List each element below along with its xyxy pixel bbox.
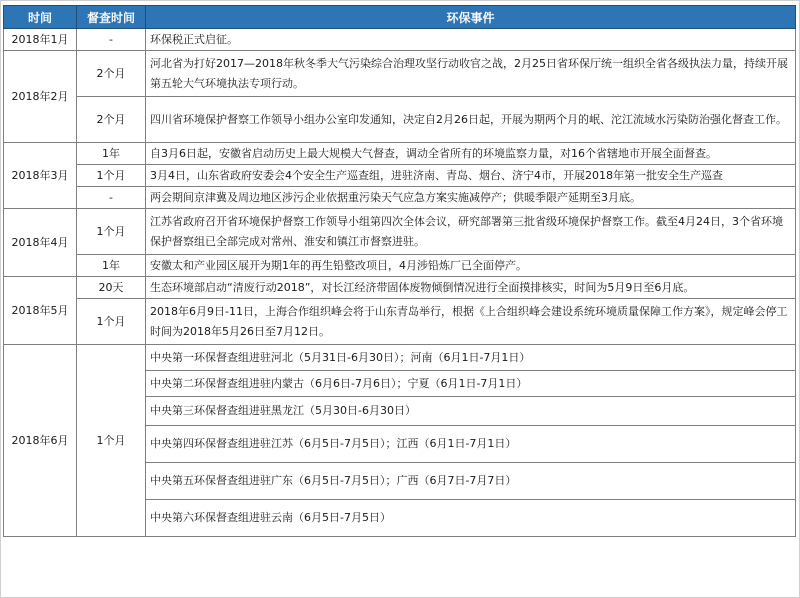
table-row [4,97,796,143]
event-cell: 四川省环境保护督察工作领导小组办公室印发通知，决定自2月26日起，开展为期两个月的岷、沱江流域水污染防治强化督查工作。 [146,97,796,143]
event-cell: 中央第一环保督查组进驻河北（5月31日-6月30日）；河南（6月1日-7月1日） [146,345,796,371]
duration-cell: 1个月 [77,165,146,187]
table-row [4,187,796,209]
time-cell: 2018年1月 [4,29,77,51]
event-cell: 两会期间京津冀及周边地区涉污企业依据重污染天气应急方案实施减停产；供暖季限产延期至3月底。 [146,187,796,209]
duration-cell: - [77,29,146,51]
time-cell: 2018年3月 [4,143,77,209]
event-cell: 安徽太和产业园区展开为期1年的再生铅整改项目，4月涉铅炼厂已全面停产。 [146,255,796,277]
table-row [4,51,796,97]
table-row [4,345,796,371]
duration-cell: 1个月 [77,299,146,345]
header-row [4,6,796,29]
time-cell: 2018年4月 [4,209,77,277]
event-cell: 3月4日，山东省政府安委会4个安全生产巡查组，进驻济南、青岛、烟台、济宁4市，开展2018年第一批安全生产巡查 [146,165,796,187]
event-cell: 2018年6月9日-11日，上海合作组织峰会将于山东青岛举行，根据《上合组织峰会建设系统环境质量保障工作方案》，规定峰会停工时间为2018年5月26日至7月12日。 [146,299,796,345]
duration-cell: 2个月 [77,97,146,143]
table-row [4,29,796,51]
table-row [4,165,796,187]
event-cell: 中央第三环保督查组进驻黑龙江（5月30日-6月30日） [146,397,796,426]
table-row [4,255,796,277]
header-duration: 督查时间 [77,6,146,29]
event-cell: 中央第二环保督查组进驻内蒙古（6月6日-7月6日）；宁夏（6月1日-7月1日） [146,371,796,397]
event-cell: 生态环境部启动“清废行动2018”，对长江经济带固体废物倾倒情况进行全面摸排核实，时间为5月9日至6月底。 [146,277,796,299]
time-cell: 2018年2月 [4,51,77,143]
environment-events-table [3,5,796,537]
event-cell: 中央第六环保督查组进驻云南（6月5日-7月5日） [146,500,796,537]
duration-cell: 1年 [77,255,146,277]
duration-cell: 1个月 [77,209,146,255]
time-cell: 2018年5月 [4,277,77,345]
table-row [4,277,796,299]
table-row [4,143,796,165]
header-time: 时间 [4,6,77,29]
event-cell: 中央第五环保督查组进驻广东（6月5日-7月5日）；广西（6月7日-7月7日） [146,463,796,500]
event-cell: 中央第四环保督查组进驻江苏（6月5日-7月5日）；江西（6月1日-7月1日） [146,426,796,463]
duration-cell: 2个月 [77,51,146,97]
event-cell: 江苏省政府召开省环境保护督察工作领导小组第四次全体会议，研究部署第三批省级环境保护督察工作。截至4月24日，3个省环境保护督察组已全部完成对常州、淮安和镇江市督察进驻。 [146,209,796,255]
event-cell: 环保税正式启征。 [146,29,796,51]
event-cell: 自3月6日起，安徽省启动历史上最大规模大气督查，调动全省所有的环境监察力量，对16个省辖地市开展全面督查。 [146,143,796,165]
duration-cell: 1年 [77,143,146,165]
duration-cell: - [77,187,146,209]
duration-cell: 1个月 [77,345,146,537]
duration-cell: 20天 [77,277,146,299]
header-event: 环保事件 [146,6,796,29]
table-row [4,299,796,345]
time-cell: 2018年6月 [4,345,77,537]
table-row [4,209,796,255]
event-cell: 河北省为打好2017—2018年秋冬季大气污染综合治理攻坚行动收官之战，2月25日省环保厅统一组织全省各级执法力量，持续开展第五轮大气环境执法专项行动。 [146,51,796,97]
